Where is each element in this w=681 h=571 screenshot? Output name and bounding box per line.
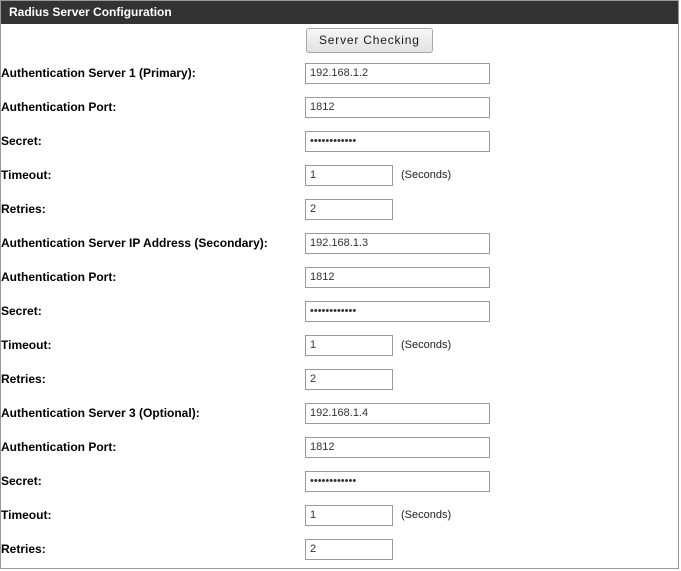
- auth-server-1-primary-input[interactable]: [305, 63, 490, 84]
- retries-3-input[interactable]: [305, 539, 393, 560]
- timeout-3-unit: (Seconds): [401, 509, 452, 521]
- retries-2-cell: [291, 362, 678, 396]
- timeout-2-cell: [291, 328, 678, 362]
- field-wrapper: [291, 267, 678, 288]
- secret-3-label: Secret:: [1, 474, 42, 488]
- server-checking-cell: [291, 24, 678, 56]
- auth-port-2-cell: [291, 260, 678, 294]
- field-wrapper: [291, 539, 678, 560]
- secret-1-label: Secret:: [1, 134, 42, 148]
- form-row: [1, 192, 678, 226]
- field-wrapper: [291, 335, 678, 356]
- field-wrapper: [291, 97, 678, 118]
- retries-3-label: Retries:: [1, 542, 46, 556]
- panel-title: Radius Server Configuration: [1, 1, 678, 24]
- form-row: [1, 158, 678, 192]
- field-wrapper: [291, 505, 678, 526]
- auth-server-3-optional-input[interactable]: [305, 403, 490, 424]
- auth-port-1-input[interactable]: [305, 97, 490, 118]
- secret-1-cell: [291, 124, 678, 158]
- retries-1-input[interactable]: [305, 199, 393, 220]
- form-row: [1, 294, 678, 328]
- radius-config-form: [1, 24, 678, 566]
- form-row: [1, 532, 678, 566]
- secret-2-cell: [291, 294, 678, 328]
- auth-port-2-label: Authentication Port:: [1, 270, 117, 284]
- timeout-2-label: Timeout:: [1, 338, 52, 352]
- field-wrapper: [291, 301, 678, 322]
- panel-body: [1, 24, 678, 568]
- retries-2-label: Retries:: [1, 372, 46, 386]
- timeout-2-input[interactable]: [305, 335, 393, 356]
- retries-1-cell: [291, 192, 678, 226]
- auth-server-2-secondary-cell: [291, 226, 678, 260]
- secret-3-cell: [291, 464, 678, 498]
- field-wrapper: [291, 369, 678, 390]
- auth-server-2-secondary-input[interactable]: [305, 233, 490, 254]
- form-row: [1, 124, 678, 158]
- auth-server-2-secondary-label: Authentication Server IP Address (Secondary):: [1, 236, 268, 250]
- form-row: [1, 498, 678, 532]
- timeout-1-input[interactable]: [305, 165, 393, 186]
- auth-port-1-cell: [291, 90, 678, 124]
- timeout-1-unit: (Seconds): [401, 169, 452, 181]
- secret-3-input[interactable]: [305, 471, 490, 492]
- secret-2-label: Secret:: [1, 304, 42, 318]
- auth-port-1-label: Authentication Port:: [1, 100, 117, 114]
- form-row: [1, 396, 678, 430]
- field-wrapper: [291, 233, 678, 254]
- form-row: [1, 362, 678, 396]
- form-row: [1, 90, 678, 124]
- form-row: [1, 56, 678, 90]
- form-row: [1, 464, 678, 498]
- field-wrapper: [291, 199, 678, 220]
- spacer-cell: [1, 24, 291, 56]
- form-row: [1, 328, 678, 362]
- retries-2-input[interactable]: [305, 369, 393, 390]
- form-row: [1, 226, 678, 260]
- timeout-3-label: Timeout:: [1, 508, 52, 522]
- secret-2-input[interactable]: [305, 301, 490, 322]
- field-wrapper: [291, 437, 678, 458]
- timeout-3-cell: [291, 498, 678, 532]
- auth-port-3-cell: [291, 430, 678, 464]
- auth-port-3-input[interactable]: [305, 437, 490, 458]
- field-wrapper: [291, 471, 678, 492]
- auth-server-3-optional-cell: [291, 396, 678, 430]
- auth-server-1-primary-label: Authentication Server 1 (Primary):: [1, 66, 196, 80]
- field-wrapper: [291, 403, 678, 424]
- timeout-2-unit: (Seconds): [401, 339, 452, 351]
- form-row: [1, 260, 678, 294]
- field-wrapper: [291, 131, 678, 152]
- timeout-1-label: Timeout:: [1, 168, 52, 182]
- timeout-1-cell: [291, 158, 678, 192]
- field-wrapper: [291, 63, 678, 84]
- auth-server-1-primary-cell: [291, 56, 678, 90]
- auth-port-3-label: Authentication Port:: [1, 440, 117, 454]
- field-wrapper: [291, 165, 678, 186]
- server-checking-row: [1, 24, 678, 56]
- auth-server-3-optional-label: Authentication Server 3 (Optional):: [1, 406, 200, 420]
- form-row: [1, 430, 678, 464]
- retries-3-cell: [291, 532, 678, 566]
- secret-1-input[interactable]: [305, 131, 490, 152]
- auth-port-2-input[interactable]: [305, 267, 490, 288]
- retries-1-label: Retries:: [1, 202, 46, 216]
- timeout-3-input[interactable]: [305, 505, 393, 526]
- server-checking-button[interactable]: Server Checking: [306, 28, 433, 53]
